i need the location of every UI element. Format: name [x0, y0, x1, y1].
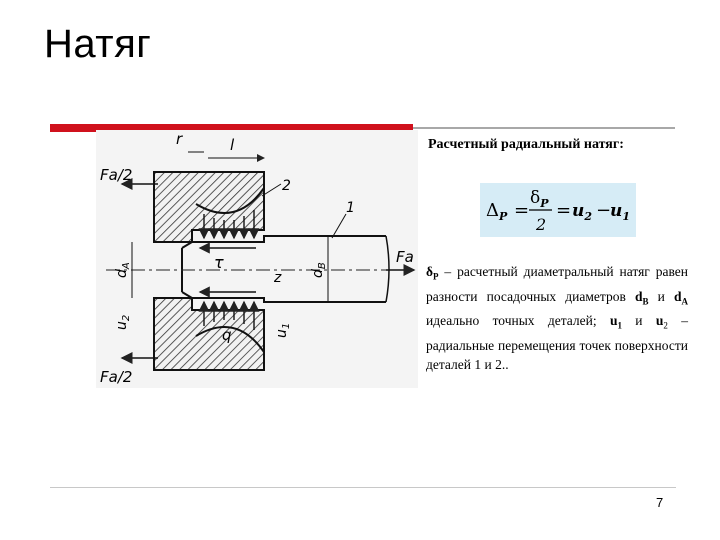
- label-fa2-bottom: Fa/2: [100, 368, 133, 386]
- label-tau: τ: [214, 253, 224, 272]
- footer-rule: [50, 487, 676, 488]
- label-db: $d_B$: [310, 262, 328, 278]
- page-number: 7: [656, 495, 664, 510]
- slide-title: Натяг: [44, 22, 152, 66]
- label-u2: $u_2$: [114, 314, 132, 330]
- formula-box: [480, 183, 636, 237]
- label-2: 2: [282, 178, 291, 194]
- label-q: q: [222, 326, 232, 344]
- label-z: z: [274, 270, 282, 286]
- svg-text:=: =: [514, 200, 530, 221]
- label-l: l: [230, 136, 235, 154]
- svg-text:2: 2: [536, 215, 547, 234]
- section-heading: Расчетный радиальный натяг:: [428, 137, 624, 152]
- label-fa: Fa: [396, 248, 414, 266]
- radial-interference-formula: [480, 183, 636, 237]
- svg-text:δP: $\delta_P$: [530, 188, 549, 210]
- label-da: $d_A$: [114, 262, 132, 278]
- title-rule: [413, 127, 675, 129]
- interference-fit-diagram: [96, 130, 418, 388]
- label-r: r: [176, 130, 183, 148]
- svg-text:u2: $u_2$: [572, 201, 593, 223]
- description-paragraph: $\delta_P$ – расчетный диаметральный натяг равен разности посадочных диаметров $d_B$ и $d_A$ идеально точных деталей; $u_1$ и $u_2$ – радиальные перемещения точек поверхности деталей 1 и 2..: [426, 264, 688, 373]
- label-u1: $u_1$: [274, 322, 292, 338]
- label-fa2-top: Fa/2: [100, 166, 133, 184]
- svg-text:u1: $u_1$: [610, 201, 631, 223]
- svg-text:=: =: [556, 200, 572, 221]
- label-1: 1: [346, 200, 355, 216]
- svg-text:−: −: [596, 200, 612, 221]
- svg-text:ΔP: $\Delta_P$: [486, 200, 508, 223]
